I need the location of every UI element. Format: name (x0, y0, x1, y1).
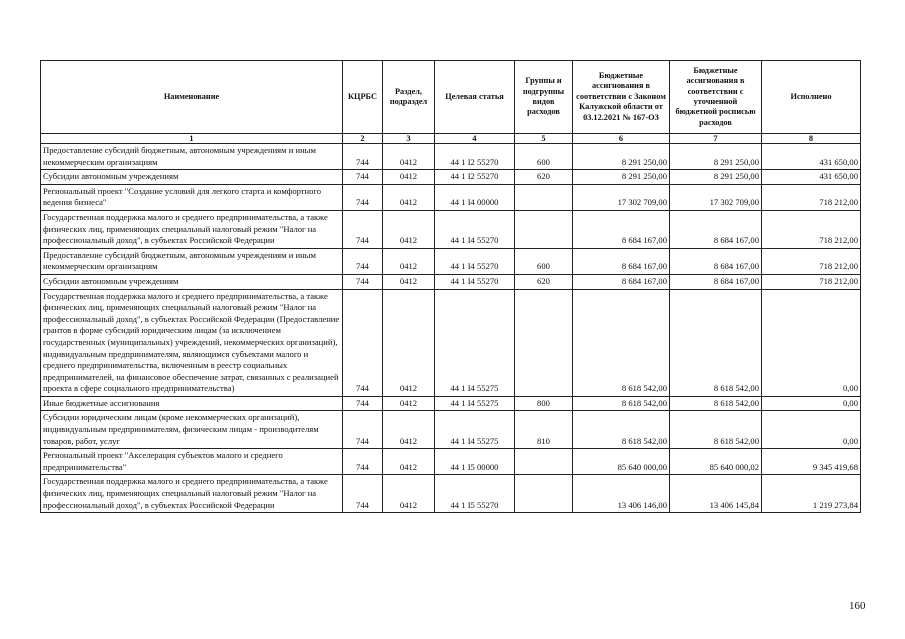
row-executed: 718 212,00 (762, 184, 861, 210)
column-number: 3 (383, 134, 435, 144)
row-name: Региональный проект "Создание условий для легкого старта и комфортного ведения бизнеса" (41, 184, 343, 210)
row-name: Субсидии юридическим лицам (кроме некоммерческих организаций), индивидуальным предпринимателям, физическим лицам - производителям товаров, работ, услуг (41, 411, 343, 449)
row-target-article: 44 1 I4 55275 (435, 411, 515, 449)
row-expense-group: 800 (515, 396, 573, 411)
row-section: 0412 (383, 170, 435, 185)
row-executed: 431 650,00 (762, 144, 861, 170)
row-name: Предоставление субсидий бюджетным, автономным учреждениям и иным некоммерческим организациям (41, 248, 343, 274)
header-executed: Исполнено (762, 61, 861, 134)
row-section: 0412 (383, 289, 435, 396)
row-target-article: 44 1 I2 55270 (435, 170, 515, 185)
row-budget-revised: 8 684 167,00 (670, 210, 762, 248)
header-row (41, 61, 861, 134)
row-expense-group (515, 449, 573, 475)
row-expense-group: 620 (515, 274, 573, 289)
row-executed: 718 212,00 (762, 274, 861, 289)
row-budget-law: 8 618 542,00 (573, 396, 670, 411)
row-kcrbs: 744 (343, 184, 383, 210)
row-section: 0412 (383, 396, 435, 411)
row-budget-revised: 17 302 709,00 (670, 184, 762, 210)
row-budget-law: 8 684 167,00 (573, 274, 670, 289)
row-budget-law: 8 291 250,00 (573, 170, 670, 185)
row-name: Региональный проект "Акселерация субъектов малого и среднего предпринимательства" (41, 449, 343, 475)
row-target-article: 44 1 I5 55270 (435, 475, 515, 513)
row-kcrbs: 744 (343, 396, 383, 411)
row-expense-group (515, 475, 573, 513)
row-budget-revised: 8 684 167,00 (670, 248, 762, 274)
row-kcrbs: 744 (343, 449, 383, 475)
row-budget-law: 17 302 709,00 (573, 184, 670, 210)
row-executed: 9 345 419,68 (762, 449, 861, 475)
row-budget-revised: 8 291 250,00 (670, 170, 762, 185)
row-kcrbs: 744 (343, 475, 383, 513)
row-expense-group: 620 (515, 170, 573, 185)
row-kcrbs: 744 (343, 210, 383, 248)
row-kcrbs: 744 (343, 170, 383, 185)
row-name: Государственная поддержка малого и среднего предпринимательства, а также физических лиц, применяющих специальный налоговый режим "Налог на профессиональный доход", в субъектах Российской Федерации (41, 475, 343, 513)
row-expense-group: 810 (515, 411, 573, 449)
header-name: Наименование (41, 61, 343, 134)
column-number: 5 (515, 134, 573, 144)
row-budget-revised: 13 406 145,84 (670, 475, 762, 513)
table-row (41, 396, 861, 411)
row-name: Государственная поддержка малого и среднего предпринимательства, а также физических лиц, применяющих специальный налоговый режим "Налог на профессиональный доход", в субъектах Российской Федерации (41, 210, 343, 248)
row-budget-law: 13 406 146,00 (573, 475, 670, 513)
row-target-article: 44 1 I4 55270 (435, 274, 515, 289)
row-target-article: 44 1 I4 55275 (435, 289, 515, 396)
table-row (41, 184, 861, 210)
row-name: Государственная поддержка малого и среднего предпринимательства, а также физических лиц, применяющих специальный налоговый режим "Налог на профессиональный доход", в субъектах Российской Федерации (Предоставление грантов в форме субсидий юридическим лицам (за исключением государственных (муниципальных) учреждений, некоммерческих организаций), индивидуальным предпринимателям, являющимся субъектами малого и среднего предпринимательства, включенным в реестр социальных предпринимателей, на финансовое обеспечение затрат, связанных с реализацией проекта в сфере социального предпринимательства) (41, 289, 343, 396)
row-budget-revised: 8 618 542,00 (670, 411, 762, 449)
row-name: Субсидии автономным учреждениям (41, 274, 343, 289)
row-executed: 718 212,00 (762, 210, 861, 248)
row-section: 0412 (383, 475, 435, 513)
row-expense-group (515, 289, 573, 396)
row-budget-law: 8 684 167,00 (573, 210, 670, 248)
header-section: Раздел, подраздел (383, 61, 435, 134)
row-executed: 0,00 (762, 396, 861, 411)
header-expense-groups: Группы и подгруппы видов расходов (515, 61, 573, 134)
row-target-article: 44 1 I4 55270 (435, 210, 515, 248)
row-target-article: 44 1 I4 00000 (435, 184, 515, 210)
row-kcrbs: 744 (343, 411, 383, 449)
row-name: Субсидии автономным учреждениям (41, 170, 343, 185)
row-budget-revised: 8 291 250,00 (670, 144, 762, 170)
column-number: 4 (435, 134, 515, 144)
row-section: 0412 (383, 274, 435, 289)
page-number: 160 (849, 600, 866, 612)
column-number: 2 (343, 134, 383, 144)
table-row (41, 411, 861, 449)
column-number: 8 (762, 134, 861, 144)
row-section: 0412 (383, 184, 435, 210)
table-row (41, 248, 861, 274)
row-section: 0412 (383, 248, 435, 274)
row-executed: 431 650,00 (762, 170, 861, 185)
row-budget-revised: 8 618 542,00 (670, 396, 762, 411)
row-budget-law: 8 684 167,00 (573, 248, 670, 274)
column-number: 7 (670, 134, 762, 144)
row-target-article: 44 1 I4 55270 (435, 248, 515, 274)
column-number-row (41, 134, 861, 144)
row-budget-revised: 85 640 000,02 (670, 449, 762, 475)
row-expense-group: 600 (515, 144, 573, 170)
row-name: Иные бюджетные ассигнования (41, 396, 343, 411)
row-section: 0412 (383, 411, 435, 449)
table-row (41, 170, 861, 185)
row-executed: 1 219 273,84 (762, 475, 861, 513)
row-section: 0412 (383, 210, 435, 248)
row-expense-group: 600 (515, 248, 573, 274)
budget-table (40, 60, 861, 513)
column-number: 6 (573, 134, 670, 144)
header-target-article: Целевая статья (435, 61, 515, 134)
table-row (41, 210, 861, 248)
header-budget-law: Бюджетные ассигнования в соответствии с Законом Калужской области от 03.12.2021 № 167-ОЗ (573, 61, 670, 134)
column-number: 1 (41, 134, 343, 144)
row-section: 0412 (383, 144, 435, 170)
row-kcrbs: 744 (343, 289, 383, 396)
row-name: Предоставление субсидий бюджетным, автономным учреждениям и иным некоммерческим организациям (41, 144, 343, 170)
table-row (41, 274, 861, 289)
row-expense-group (515, 210, 573, 248)
row-kcrbs: 744 (343, 274, 383, 289)
row-target-article: 44 1 I4 55275 (435, 396, 515, 411)
row-budget-law: 85 640 000,00 (573, 449, 670, 475)
row-target-article: 44 1 I5 00000 (435, 449, 515, 475)
row-expense-group (515, 184, 573, 210)
row-executed: 0,00 (762, 289, 861, 396)
row-executed: 0,00 (762, 411, 861, 449)
row-target-article: 44 1 I2 55270 (435, 144, 515, 170)
row-budget-revised: 8 684 167,00 (670, 274, 762, 289)
row-kcrbs: 744 (343, 144, 383, 170)
header-budget-revised: Бюджетные ассигнования в соответствии с уточненной бюджетной росписью расходов (670, 61, 762, 134)
table-row (41, 475, 861, 513)
table-row (41, 289, 861, 396)
header-kcrbs: КЦРБС (343, 61, 383, 134)
row-budget-law: 8 618 542,00 (573, 411, 670, 449)
table-row (41, 449, 861, 475)
table-row (41, 144, 861, 170)
row-executed: 718 212,00 (762, 248, 861, 274)
row-section: 0412 (383, 449, 435, 475)
row-budget-law: 8 291 250,00 (573, 144, 670, 170)
row-budget-law: 8 618 542,00 (573, 289, 670, 396)
row-budget-revised: 8 618 542,00 (670, 289, 762, 396)
row-kcrbs: 744 (343, 248, 383, 274)
